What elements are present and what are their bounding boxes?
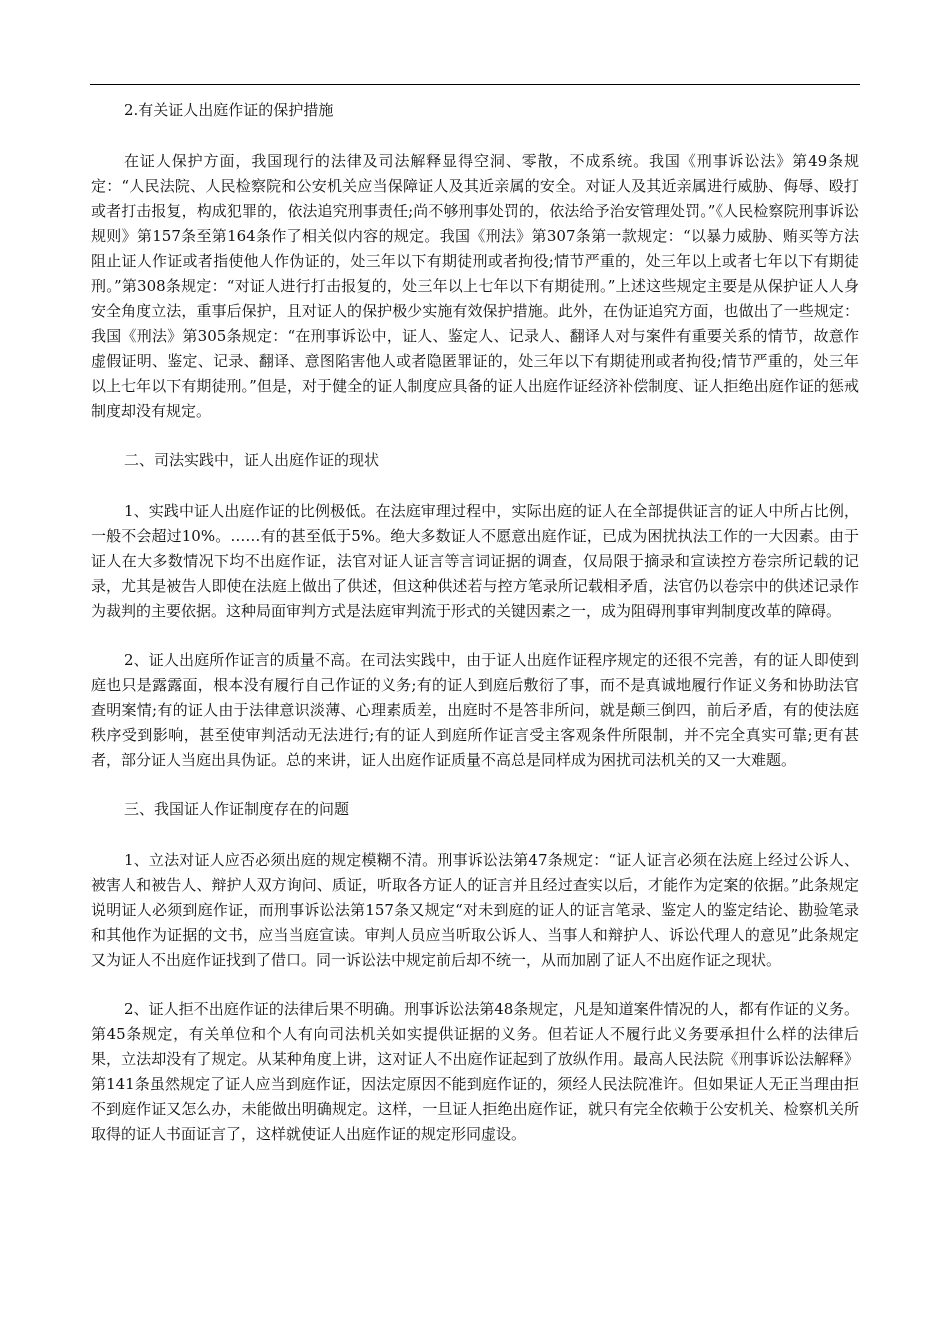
paragraph-unclear-consequences: 2、证人拒不出庭作证的法律后果不明确。刑事诉讼法第48条规定，凡是知道案件情况的人，都有作证的义务。第45条规定，有关单位和个人有向司法机关如实提供证据的义务。但若证人不履行此义务要承担什么样的法律后果，立法却没有了规定。从某种角度上讲，这对证人不出庭作证起到了放纵作用。最高人民法院《刑事诉讼法解释》第141条虽然规定了证人应当到庭作证，因法定原因不能到庭作证的，须经人民法院准许。但如果证人无正当理由拒不到庭作证又怎么办，未能做出明确规定。这样，一旦证人拒绝出庭作证，就只有完全依赖于公安机关、检察机关所取得的证人书面证言了，这样就使证人出庭作证的规定形同虚设。 xyxy=(91,1000,859,1143)
paragraph-witness-protection: 在证人保护方面，我国现行的法律及司法解释显得空洞、零散，不成系统。我国《刑事诉讼法》第49条规定：“人民法院、人民检察院和公安机关应当保障证人及其近亲属的安全。对证人及其近亲属进行威胁、侮辱、殴打或者打击报复，构成犯罪的，依法追究刑事责任;尚不够刑事处罚的，依法给予治安管理处罚。”《人民检察院刑事诉讼规则》第157条至第164条作了相关似内容的规定。我国《刑法》第307条第一款规定：“以暴力威胁、贿买等方法阻止证人作证或者指使他人作伪证的，处三年以下有期徒刑或者拘役;情节严重的，处三年以上或者七年以下有期徒刑。”第308条规定：“对证人进行打击报复的，处三年以上七年以下有期徒刑。”上述这些规定主要是从保护证人人身安全角度立法，重事后保护，且对证人的保护极少实施有效保护措施。此外，在伪证追究方面，也做出了一些规定：我国《刑法》第305条规定：“在刑事诉讼中，证人、鉴定人、记录人、翻译人对与案件有重要关系的情节，故意作虚假证明、鉴定、记录、翻译、意图陷害他人或者隐匿罪证的，处三年以下有期徒刑或者拘役;情节严重的，处三年以上七年以下有期徒刑。”但是，对于健全的证人制度应具备的证人出庭作证经济补偿制度、证人拒绝出庭作证的惩戒制度却没有规定。 xyxy=(91,152,859,420)
paragraph-low-testimony-quality: 2、证人出庭所作证言的质量不高。在司法实践中，由于证人出庭作证程序规定的还很不完善，有的证人即使到庭也只是露露面，根本没有履行自己作证的义务;有的证人到庭后敷衍了事，而不是真诚地履行作证义务和协助法官查明案情;有的证人由于法律意识淡薄、心理素质差，出庭时不是答非所问，就是颠三倒四，前后矛盾，有的使法庭秩序受到影响，甚至使审判活动无法进行;有的证人到庭所作证言受主客观条件所限制，并不完全真实可靠;更有甚者，部分证人当庭出具伪证。总的来讲，证人出庭作证质量不高总是同样成为困扰司法机关的又一大难题。 xyxy=(91,651,859,769)
section-heading-protection-measures: 2.有关证人出庭作证的保护措施 xyxy=(124,101,334,119)
header-rule xyxy=(90,84,860,85)
section-heading-system-problems: 三、我国证人作证制度存在的问题 xyxy=(124,800,350,818)
section-heading-judicial-practice: 二、司法实践中，证人出庭作证的现状 xyxy=(124,451,380,469)
paragraph-vague-legislation: 1、立法对证人应否必须出庭的规定模糊不清。刑事诉讼法第47条规定：“证人证言必须在法庭上经过公诉人、被害人和被告人、辩护人双方询问、质证，听取各方证人的证言并且经过查实以后，才能作为定案的依据。”此条规定说明证人必须到庭作证，而刑事诉讼法第157条又规定“对未到庭的证人的证言笔录、鉴定人的鉴定结论、勘验笔录和其他作为证据的文书，应当当庭宣读。审判人员应当听取公诉人、当事人和辩护人、诉讼代理人的意见”此条规定又为证人不出庭作证找到了借口。同一诉讼法中规定前后却不统一，从而加剧了证人不出庭作证之现状。 xyxy=(91,851,859,969)
paragraph-low-appearance-rate: 1、实践中证人出庭作证的比例极低。在法庭审理过程中，实际出庭的证人在全部提供证言的证人中所占比例，一般不会超过10%。……有的甚至低于5%。绝大多数证人不愿意出庭作证，已成为困扰执法工作的一大因素。由于证人在大多数情况下均不出庭作证，法官对证人证言等言词证据的调查，仅局限于摘录和宣读控方卷宗所记载的记录，尤其是被告人即使在法庭上做出了供述，但这种供述若与控方笔录所记载相矛盾，法官仍以卷宗中的供述记录作为裁判的主要依据。这种局面审判方式是法庭审判流于形式的关键因素之一，成为阻碍刑事审判制度改革的障碍。 xyxy=(91,502,859,620)
document-body xyxy=(91,98,859,1171)
